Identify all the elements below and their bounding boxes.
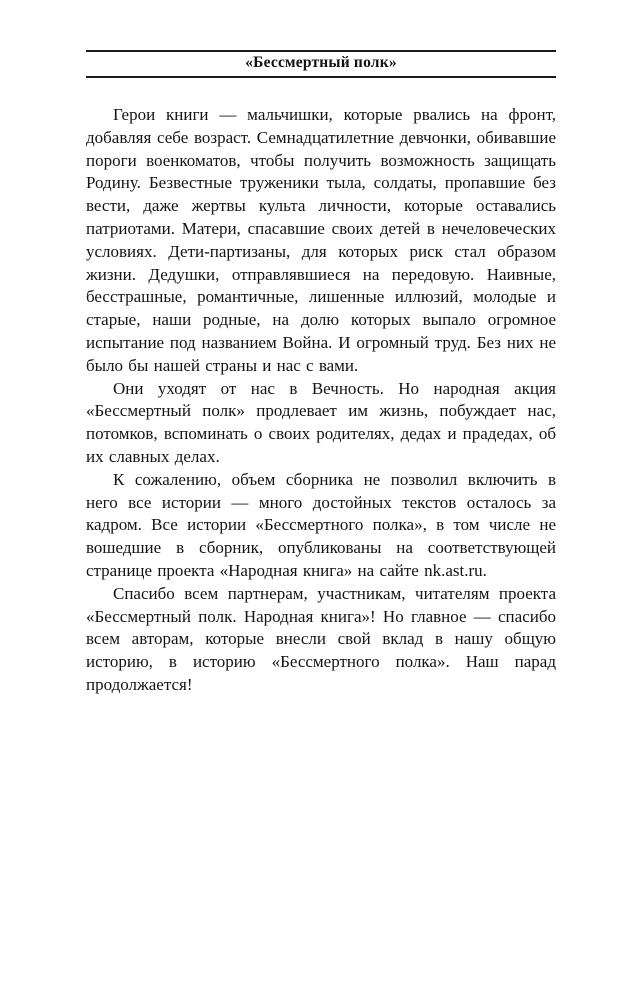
running-header [86,50,556,78]
body-paragraph: Спасибо всем партнерам, участникам, читателям проекта «Бессмертный полк. Народная книга»! Но главное — спасибо всем авторам, которые внесли свой вклад в нашу общую историю, в историю «Бессмертного полка». Наш парад продолжается! [86,583,556,694]
body-paragraph: Они уходят от нас в Вечность. Но народная акция «Бессмертный полк» продлевает им жизнь, побуждает нас, потомков, вспоминать о своих родителях, дедах и прадедах, об их славных делах. [86,378,556,466]
body-paragraph: Герои книги — мальчишки, которые рвались на фронт, добавляя себе возраст. Семнадцатилетние девчонки, обивавшие пороги военкоматов, чтобы получить возможность защищать Родину. Безвестные труженики тыла, солдаты, пропавшие без вести, даже жертвы культа личности, которые оставались патриотами. Матери, спасавшие своих детей в нечеловеческих условиях. Дети-партизаны, для которых риск стал образом жизни. Дедушки, отправлявшиеся на передовую. Наивные, бесстрашные, романтичные, лишенные иллюзий, молодые и старые, наши родные, на долю которых выпало огромное испытание под названием Война. И огромный труд. Без них не было бы нашей страны и нас с вами. [86,105,556,375]
page-body-text [86,104,556,697]
body-paragraph: К сожалению, объем сборника не позволил включить в него все истории — много достойных текстов осталось за кадром. Все истории «Бессмертного полка», в том числе не вошедшие в сборник, опубликованы на соответствующей странице проекта «Народная книга» на сайте nk.ast.ru. [86,469,556,580]
page-header-title: «Бессмертный полк» [245,54,397,71]
